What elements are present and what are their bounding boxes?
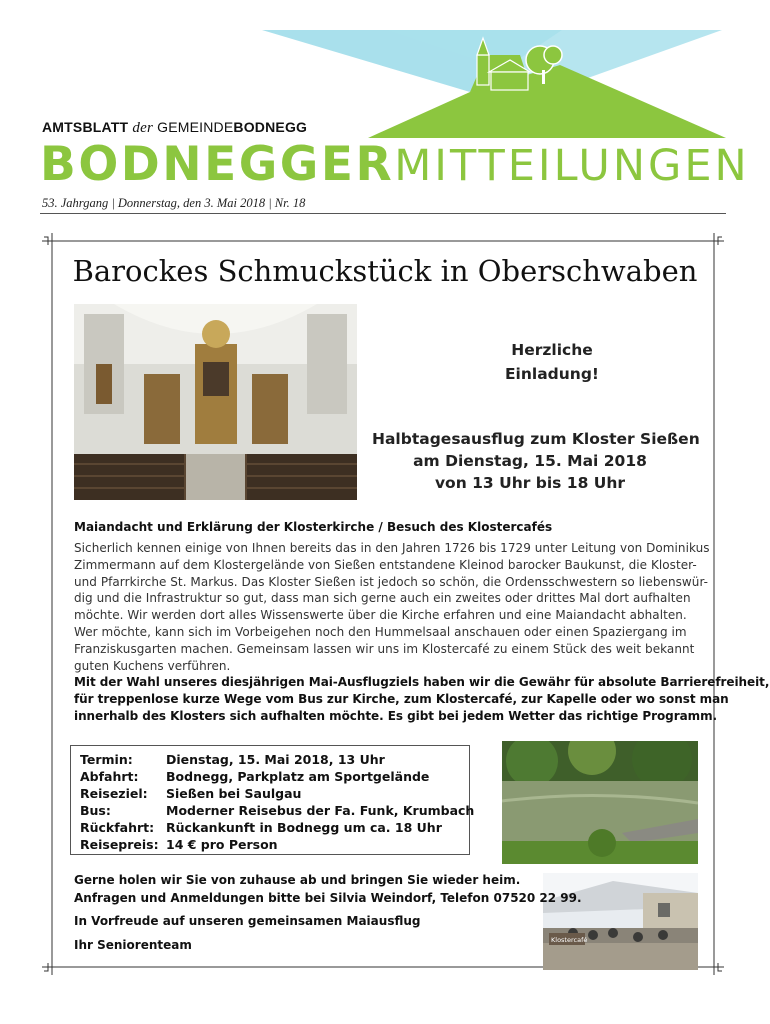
publisher-line bbox=[42, 119, 307, 137]
church-interior-photo bbox=[74, 304, 357, 500]
info-row-bus bbox=[80, 803, 474, 818]
body-line: Franziskusgarten machen. Gemeinsam lassen wir uns im Klostercafé zu einem Stück des weit bekannt bbox=[74, 641, 695, 656]
info-label: Termin: bbox=[80, 752, 133, 767]
info-row-reisepreis bbox=[80, 837, 278, 852]
body-line: möchte. Wir werden dort alles Wissenswerte über die Kirche erfahren und eine Maiandacht abhalten. bbox=[74, 608, 687, 623]
body-line: und Pfarrkirche St. Markus. Das Kloster Sießen ist jedoch so schön, die Ordensschwestern so liebenswür- bbox=[74, 574, 709, 589]
body-line: guten Kuchens verführen. bbox=[74, 658, 231, 673]
header-divider bbox=[40, 213, 726, 214]
article-body bbox=[74, 540, 770, 725]
info-value: Moderner Reisebus der Fa. Funk, Krumbach bbox=[166, 803, 475, 818]
body-line: dig und die Infrastruktur so gut, dass man sich gerne auch ein zweites oder drittes Mal dort aufhalten bbox=[74, 591, 691, 606]
body-bold-line: für treppenlose kurze Wege vom Bus zur Kirche, zum Klostercafé, zur Kapelle oder wo sonst man bbox=[74, 692, 729, 707]
closing-greeting: In Vorfreude auf unseren gemeinsamen Maiausflug bbox=[74, 914, 421, 928]
invite-line-2: Einladung! bbox=[504, 365, 600, 383]
cafe-sign-text: Klostercafé bbox=[551, 936, 588, 944]
info-label: Reisepreis: bbox=[80, 837, 159, 852]
info-row-termin bbox=[80, 752, 385, 767]
trip-date: am Dienstag, 15. Mai 2018 bbox=[413, 452, 647, 470]
closing-signature: Ihr Seniorenteam bbox=[74, 938, 192, 952]
der-label: der bbox=[132, 120, 154, 136]
trip-title: Halbtagesausflug zum Kloster Sießen bbox=[372, 430, 700, 448]
masthead-title-bold: BODNEGGER bbox=[40, 137, 395, 192]
trip-info-box bbox=[70, 745, 475, 855]
info-label: Abfahrt: bbox=[80, 769, 139, 784]
invite-line-1: Herzliche bbox=[511, 341, 593, 359]
article-subheading: Maiandacht und Erklärung der Klosterkirche / Besuch des Klostercafés bbox=[74, 520, 553, 534]
info-value: Dienstag, 15. Mai 2018, 13 Uhr bbox=[166, 752, 385, 767]
info-label: Bus: bbox=[80, 803, 111, 818]
body-line: Sicherlich kennen einige von Ihnen bereits das in den Jahren 1726 bis 1729 unter Leitung von Dominikus bbox=[74, 541, 710, 555]
pond-photo bbox=[502, 741, 698, 864]
info-value: 14 € pro Person bbox=[166, 837, 278, 852]
gemeinde-label: GEMEINDE bbox=[157, 119, 234, 135]
trip-time: von 13 Uhr bis 18 Uhr bbox=[434, 474, 626, 492]
closing-pickup: Gerne holen wir Sie von zuhause ab und bringen Sie wieder heim. bbox=[74, 873, 521, 887]
info-row-abfahrt bbox=[80, 769, 429, 784]
info-value: Sießen bei Saulgau bbox=[166, 786, 302, 801]
closing-contact: Anfragen und Anmeldungen bitte bei Silvia Weindorf, Telefon 07520 22 99. bbox=[74, 891, 582, 905]
info-label: Rückfahrt: bbox=[80, 820, 155, 835]
masthead-title bbox=[40, 137, 750, 192]
body-line: Zimmermann auf dem Klostergelände von Sießen entstandene Kleinod barocker Baukunst, die Kloster- bbox=[74, 557, 697, 572]
issue-line: 53. Jahrgang | Donnerstag, den 3. Mai 2018 | Nr. 18 bbox=[42, 196, 306, 210]
info-row-reiseziel bbox=[80, 786, 301, 801]
info-value: Bodnegg, Parkplatz am Sportgelände bbox=[166, 769, 430, 784]
body-bold-line: innerhalb des Klosters sich aufhalten möchte. Es gibt bei jedem Wetter das richtige Programm. bbox=[74, 708, 718, 723]
info-row-rueckfahrt bbox=[80, 820, 442, 835]
amtsblatt-label: AMTSBLATT bbox=[42, 119, 129, 135]
article-title: Barockes Schmuckstück in Oberschwaben bbox=[72, 254, 698, 288]
info-label: Reiseziel: bbox=[80, 786, 148, 801]
body-bold-line: Mit der Wahl unseres diesjährigen Mai-Ausflugziels haben wir die Gewähr für absolute Barrierefreiheit, bbox=[74, 675, 770, 690]
gemeinde-name: BODNEGG bbox=[233, 119, 308, 135]
body-line: Wer möchte, kann sich im Vorbeigehen noch den Hummelsaal anschauen oder einen Spaziergang im bbox=[74, 624, 687, 639]
klostercafe-photo bbox=[543, 873, 698, 970]
masthead-title-light: MITTEILUNGEN bbox=[394, 141, 750, 191]
info-value: Rückankunft in Bodnegg um ca. 18 Uhr bbox=[166, 820, 442, 835]
